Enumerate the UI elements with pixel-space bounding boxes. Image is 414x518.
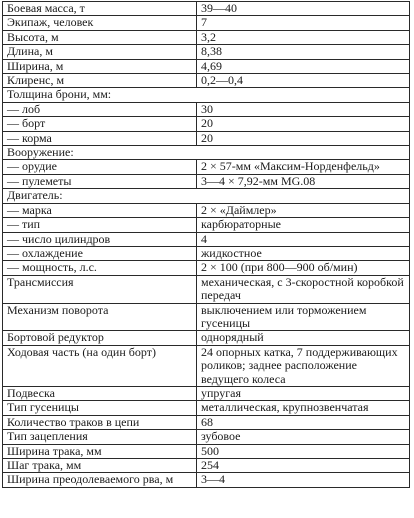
section-row (3, 146, 410, 160)
table-row (3, 102, 410, 116)
row-label: Клиренс, м (3, 74, 197, 88)
row-label: — число цилиндров (3, 232, 197, 246)
table-row (3, 59, 410, 73)
spec-sheet (2, 1, 409, 488)
row-label: — орудие (3, 160, 197, 174)
row-value: 500 (197, 444, 410, 458)
row-value: 2 × 57-мм «Максим-Норденфельд» (197, 160, 410, 174)
table-row (3, 174, 410, 188)
row-value: 2 × «Даймлер» (197, 203, 410, 217)
row-label: — тип (3, 218, 197, 232)
table-row (3, 303, 410, 331)
row-label: Механизм поворота (3, 303, 197, 331)
table-row (3, 117, 410, 131)
specifications-table (2, 1, 410, 488)
row-value: 3,2 (197, 30, 410, 44)
row-value: 8,38 (197, 45, 410, 59)
table-row (3, 30, 410, 44)
row-value: 4 (197, 232, 410, 246)
row-label: — лоб (3, 102, 197, 116)
row-value: 20 (197, 131, 410, 145)
row-label: Ширина преодолеваемого рва, м (3, 473, 197, 487)
table-row (3, 275, 410, 303)
row-value: 68 (197, 415, 410, 429)
row-label: Ходовая часть (на один борт) (3, 345, 197, 386)
table-row (3, 459, 410, 473)
table-row (3, 160, 410, 174)
section-heading: Вооружение: (3, 146, 410, 160)
row-label: — мощность, л.с. (3, 261, 197, 275)
table-row (3, 131, 410, 145)
row-value: однорядный (197, 331, 410, 345)
row-label: Тип зацепления (3, 430, 197, 444)
row-value: упругая (197, 386, 410, 400)
row-value: зубовое (197, 430, 410, 444)
table-row (3, 45, 410, 59)
row-label: — корма (3, 131, 197, 145)
table-row (3, 2, 410, 16)
row-label: Трансмиссия (3, 275, 197, 303)
row-value: 24 опорных катка, 7 поддерживающих роликов; заднее расположение ведущего колеса (197, 345, 410, 386)
row-value: 0,2—0,4 (197, 74, 410, 88)
section-row (3, 88, 410, 102)
row-value: 4,69 (197, 59, 410, 73)
row-value: карбюраторные (197, 218, 410, 232)
row-label: Бортовой редуктор (3, 331, 197, 345)
row-value: механическая, с 3-скоростной коробкой передач (197, 275, 410, 303)
table-row (3, 331, 410, 345)
table-row (3, 232, 410, 246)
table-row (3, 261, 410, 275)
row-label: — пулеметы (3, 174, 197, 188)
row-value: 3—4 (197, 473, 410, 487)
section-heading: Двигатель: (3, 189, 410, 203)
row-label: Ширина трака, мм (3, 444, 197, 458)
row-label: Шаг трака, мм (3, 459, 197, 473)
row-value: жидкостное (197, 246, 410, 260)
row-value: металлическая, крупнозвенчатая (197, 401, 410, 415)
table-row (3, 430, 410, 444)
row-value: выключением или торможением гусеницы (197, 303, 410, 331)
row-label: — охлаждение (3, 246, 197, 260)
row-value: 2 × 100 (при 800—900 об/мин) (197, 261, 410, 275)
row-label: Экипаж, человек (3, 16, 197, 30)
section-heading: Толщина брони, мм: (3, 88, 410, 102)
table-row (3, 246, 410, 260)
table-row (3, 16, 410, 30)
table-row (3, 345, 410, 386)
row-value: 3—4 × 7,92-мм MG.08 (197, 174, 410, 188)
row-label: Боевая масса, т (3, 2, 197, 16)
section-row (3, 189, 410, 203)
row-label: Подвеска (3, 386, 197, 400)
table-row (3, 444, 410, 458)
row-label: Высота, м (3, 30, 197, 44)
table-row (3, 386, 410, 400)
table-row (3, 415, 410, 429)
row-label: — марка (3, 203, 197, 217)
table-row (3, 401, 410, 415)
row-label: Длина, м (3, 45, 197, 59)
row-label: Тип гусеницы (3, 401, 197, 415)
row-value: 7 (197, 16, 410, 30)
row-label: — борт (3, 117, 197, 131)
table-row (3, 473, 410, 487)
table-row (3, 203, 410, 217)
table-row (3, 74, 410, 88)
row-value: 254 (197, 459, 410, 473)
table-row (3, 218, 410, 232)
row-value: 20 (197, 117, 410, 131)
row-value: 39—40 (197, 2, 410, 16)
row-label: Количество траков в цепи (3, 415, 197, 429)
row-label: Ширина, м (3, 59, 197, 73)
row-value: 30 (197, 102, 410, 116)
